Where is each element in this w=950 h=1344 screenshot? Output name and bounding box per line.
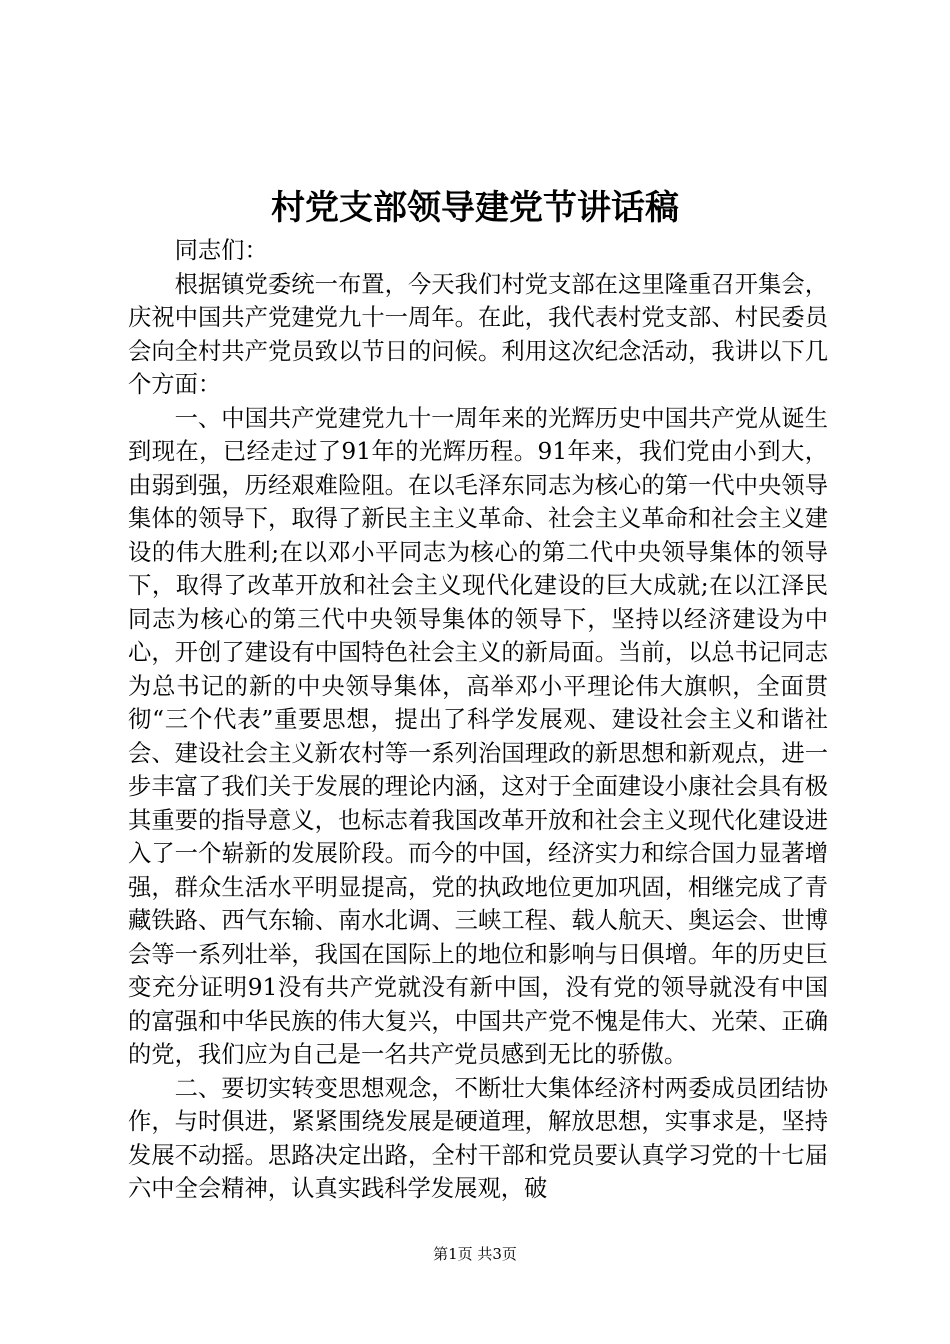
paragraph-section-two: 二、要切实转变思想观念，不断壮大集体经济村两委成员团结协作，与时俱进，紧紧围绕发展是硬道理，解放思想，实事求是，坚持发展不动摇。思路决定出路，全村干部和党员要认真学习党的十七届六中全会精神，认真实践科学发展观，破 [128,1074,828,1202]
page-footer: 第1页 共3页 [433,1245,517,1263]
document-title: 村党支部领导建党节讲话稿 [271,188,679,228]
paragraph-salutation: 同志们： [174,237,268,264]
document-body [128,234,828,1206]
paragraph-intro: 根据镇党委统一布置，今天我们村党支部在这里隆重召开集会，庆祝中国共产党建党九十一周年。在此，我代表村党支部、村民委员会向全村共产党员致以节日的问候。利用这次纪念活动，我讲以下几个方面： [128,270,828,398]
paragraph-section-one: 一、中国共产党建党九十一周年来的光辉历史中国共产党从诞生到现在，已经走过了91年的光辉历程。91年来，我们党由小到大，由弱到强，历经艰难险阻。在以毛泽东同志为核心的第一代中央领导集体的领导下，取得了新民主主义革命、社会主义革命和社会主义建设的伟大胜利;在以邓小平同志为核心的第二代中央领导集体的领导下，取得了改革开放和社会主义现代化建设的巨大成就;在以江泽民同志为核心的第三代中央领导集体的领导下，坚持以经济建设为中心，开创了建设有中国特色社会主义的新局面。当前，以总书记同志为总书记的新的中央领导集体，高举邓小平理论伟大旗帜，全面贯彻“三个代表”重要思想，提出了科学发展观、建设社会主义和谐社会、建设社会主义新农村等一系列治国理政的新思想和新观点，进一步丰富了我们关于发展的理论内涵，这对于全面建设小康社会具有极其重要的指导意义，也标志着我国改革开放和社会主义现代化建设进入了一个崭新的发展阶段。而今的中国，经济实力和综合国力显著增强，群众生活水平明显提高，党的执政地位更加巩固，相继完成了青藏铁路、西气东输、南水北调、三峡工程、载人航天、奥运会、世博会等一系列壮举，我国在国际上的地位和影响与日俱增。年的历史巨变充分证明91没有共产党就没有新中国，没有党的领导就没有中国的富强和中华民族的伟大复兴，中国共产党不愧是伟大、光荣、正确的党，我们应为自己是一名共产党员感到无比的骄傲。 [128,404,828,1068]
